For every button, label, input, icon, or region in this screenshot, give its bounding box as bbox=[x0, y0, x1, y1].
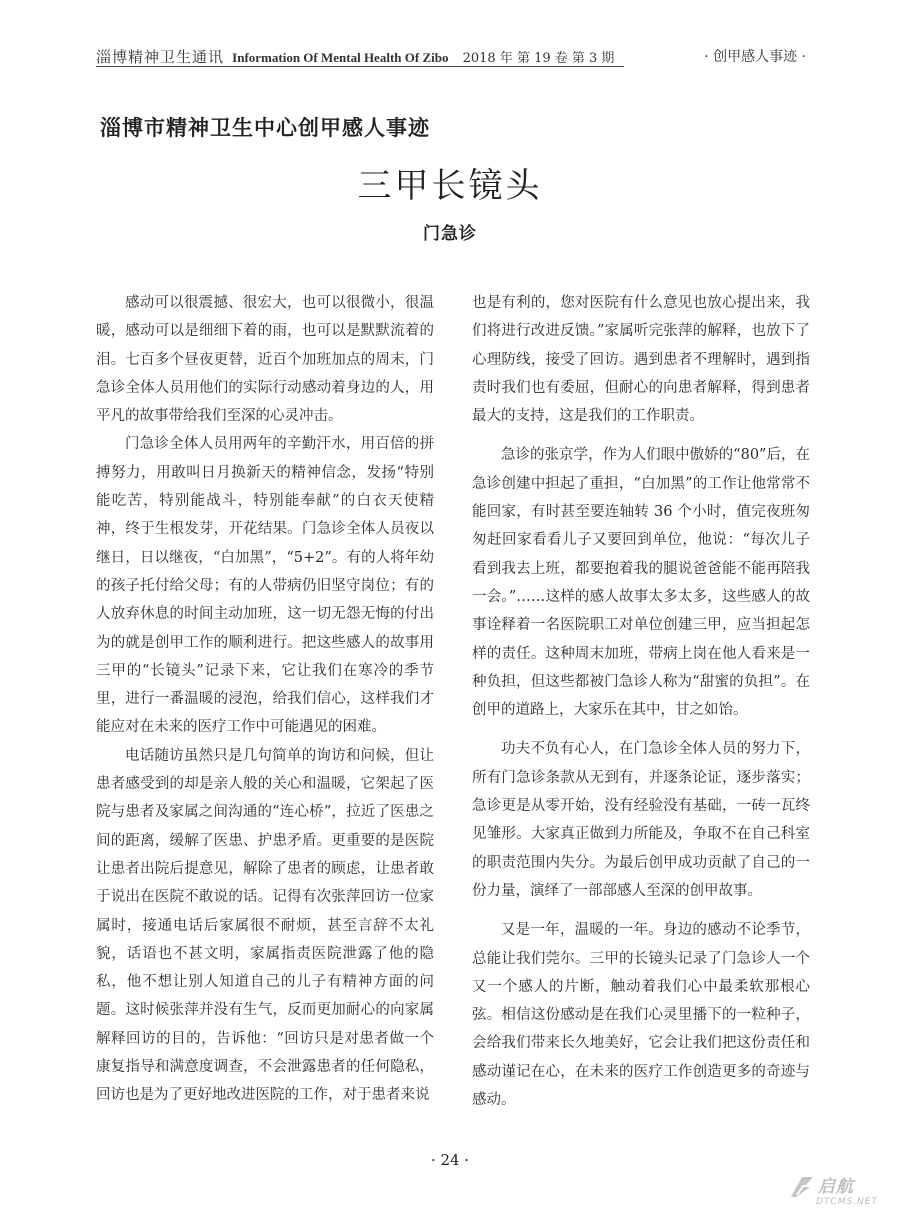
journal-info bbox=[96, 46, 614, 67]
journal-name-en: Information Of Mental Health Of Zibo bbox=[232, 50, 449, 65]
watermark-subtext: DTCMS.NET bbox=[816, 1197, 878, 1207]
series-title: 淄博市精神卫生中心创甲感人事迹 bbox=[100, 115, 430, 140]
paragraph: 感动可以很震撼、很宏大，也可以很微小，很温暖，感动可以是细细下着的雨，也可以是默默流着的泪。七百多个昼夜更替，近百个加班加点的周末，门急诊全体人员用他们的实际行动感动着身边的人，用平凡的故事带给我们至深的心灵冲击。 bbox=[96, 295, 434, 425]
paragraph-continued: 也是有利的，您对医院有什么意见也放心提出来，我们将进行改进反馈。”家属听完张萍的解释，也放下了心理防线，接受了回访。遇到患者不理解时，遇到指责时我们也有委屈，但耐心的向患者解释，得到患者最大的支持，这是我们的工作职责。 bbox=[472, 295, 810, 425]
paragraph: 门急诊全体人员用两年的辛勤汗水，用百倍的拼搏努力，用敢叫日月换新天的精神信念，发扬“特别能吃苦，特别能战斗，特别能奉献”的白衣天使精神，终于生根发芽，开花结果。门急诊全体人员夜以继日，日以继夜，“白加黑”，“5+2”。有的人将年幼的孩子托付给父母；有的人带病仍旧坚守岗位；有的人放弃休息的时间主动加班，这一切无怨无悔的付出为的就是创甲工作的顺利进行。把这些感人的故事用三甲的“长镜头”记录下来，它让我们在寒冷的季节里，进行一番温暖的浸泡，给我们信心，这样我们才能应对在未来的医疗工作中可能遇见的困难。 bbox=[96, 436, 434, 736]
paragraph: 急诊的张京学，作为人们眼中傲娇的“80”后，在急诊创建中担起了重担，“白加黑”的工作让他常常不能回家，有时甚至要连轴转 36 个小时，值完夜班匆匆赶回家看看儿子又要回到单位，他说：“每次儿子看到我去上班，都要抱着我的腿说爸爸能不能再陪我一会。”……这样的感人故事太多太多，这些感人的故事诠释着一名医院职工对单位创建三甲，应当担起怎样的责任。这种周末加班，带病上岗在他人看来是一种负担，但这些都被门急诊人称为“甜蜜的负担”。在创甲的道路上，大家乐在其中，甘之如饴。 bbox=[472, 447, 810, 719]
paragraph: 功夫不负有心人，在门急诊全体人员的努力下，所有门急诊条款从无到有，并逐条论证，逐步落实；急诊更是从零开始，没有经验没有基础，一砖一瓦终见雏形。大家真正做到力所能及，争取不在自己科室的职责范围内失分。为最后创甲成功贡献了自己的一份力量，演绎了一部部感人至深的创甲故事。 bbox=[472, 741, 810, 899]
body-column-left bbox=[96, 289, 434, 1110]
paragraph: 又是一年，温暖的一年。身边的感动不论季节，总能让我们莞尔。三甲的长镜头记录了门急诊人一个又一个感人的片断，触动着我们心中最柔软那根心弦。相信这份感动是在我们心灵里播下的一粒种子，会给我们带来长久地美好，它会让我们把这份责任和感动谨记在心，在未来的医疗工作创造更多的奇迹与感动。 bbox=[472, 922, 810, 1109]
site-watermark bbox=[782, 1172, 892, 1214]
article-department: 门急诊 bbox=[423, 224, 477, 244]
section-label: · 创甲感人事迹 · bbox=[704, 49, 806, 65]
page-number: · 24 · bbox=[430, 1151, 470, 1169]
body-column-right bbox=[472, 289, 810, 1114]
header-rule bbox=[96, 66, 624, 67]
article-title: 三甲长镜头 bbox=[357, 166, 543, 206]
paragraph: 电话随访虽然只是几句简单的询访和问候，但让患者感受到的却是亲人般的关心和温暖，它架起了医院与患者及家属之间沟通的“连心桥”，拉近了医患之间的距离，缓解了医患、护患矛盾。更重要的是医院让患者出院后提意见，解除了患者的顾虑，让患者敢于说出在医院不敢说的话。记得有次张萍回访一位家属时，接通电话后家属很不耐烦，甚至言辞不太礼貌，话语也不甚文明，家属指责医院泄露了他的隐私，他不想让别人知道自己的儿子有精神方面的问题。这时候张萍并没有生气，反而更加耐心的向家属解释回访的目的，告诉他：“回访只是对患者做一个康复指导和满意度调查，不会泄露患者的任何隐私，回访也是为了更好地改进医院的工作，对于患者来说 bbox=[96, 747, 434, 1104]
sail-logo-icon bbox=[788, 1174, 816, 1200]
issue-info: 2018 年 第 19 卷 第 3 期 bbox=[462, 51, 615, 66]
watermark-text: 启航 bbox=[818, 1177, 854, 1197]
journal-name-cn: 淄博精神卫生通讯 bbox=[96, 48, 225, 66]
